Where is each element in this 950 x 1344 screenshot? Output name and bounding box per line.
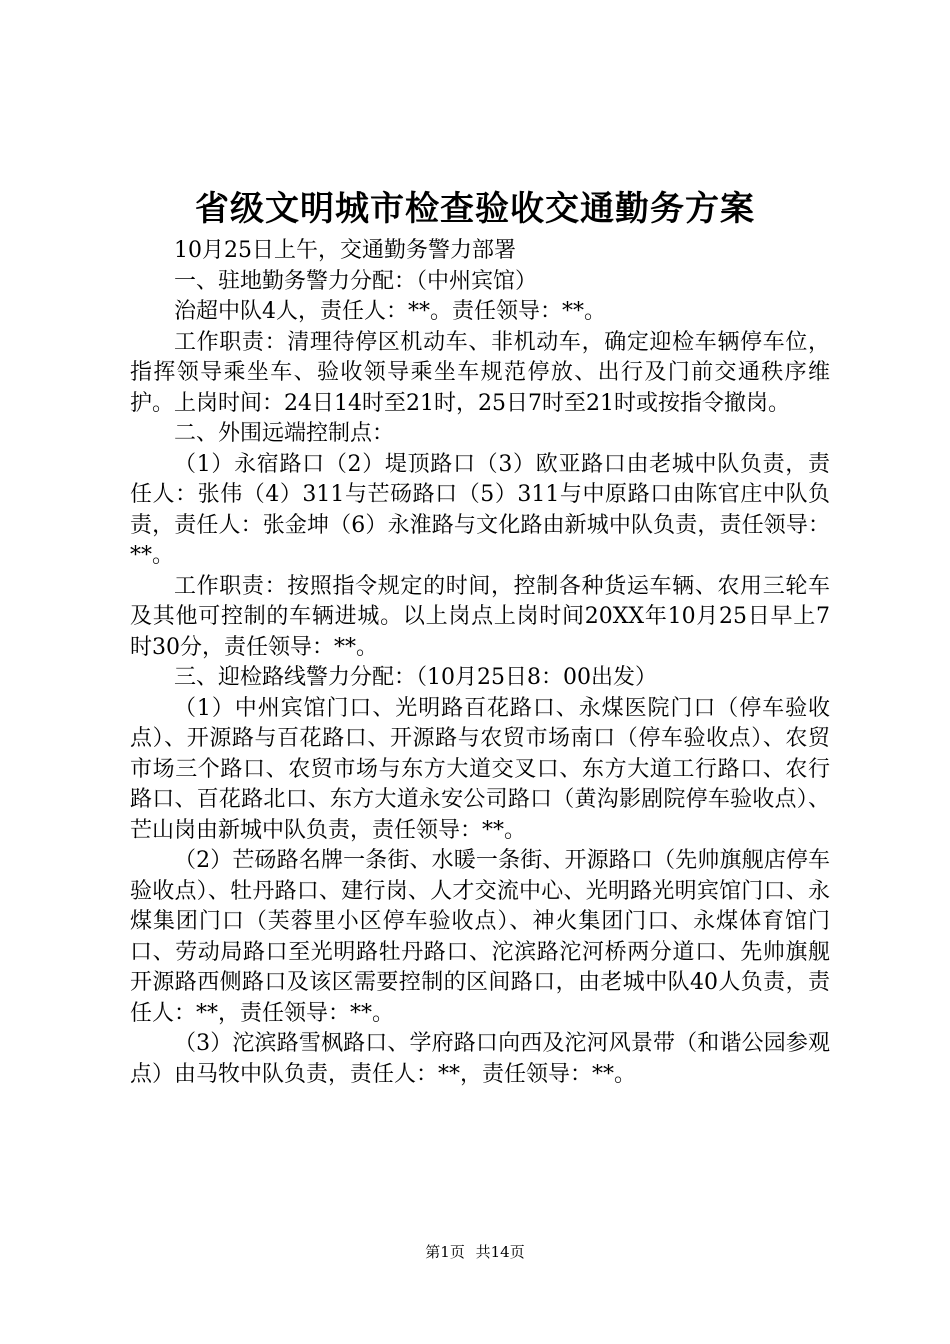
page-number: 第1页 <box>425 1243 465 1261</box>
paragraph-route-1: （1）中州宾馆门口、光明路百花路口、永煤医院门口（停车验收点）、开源路与百花路口、开源路与农贸市场南口（停车验收点）、农贸市场三个路口、农贸市场与东方大道交叉口、东方大道工行路口、农行路口、百花路北口、东方大道永安公司路口（黄沟影剧院停车验收点）、芒山岗由新城中队负责，责任领导：**。 <box>130 695 830 843</box>
paragraph-section-1-duties: 工作职责：清理待停区机动车、非机动车，确定迎检车辆停车位，指挥领导乘坐车、验收领导乘坐车规范停放、出行及门前交通秩序维护。上岗时间：24日14时至21时，25日7时至21时或按指令撤岗。 <box>130 329 830 416</box>
paragraph-section-2-heading: 二、外围远端控制点： <box>174 421 395 446</box>
document-title: 省级文明城市检查验收交通勤务方案 <box>195 189 755 229</box>
paragraph-section-2-points: （1）永宿路口（2）堤顶路口（3）欧亚路口由老城中队负责，责任人：张伟（4）311与芒砀路口（5）311与中原路口由陈官庄中队负责，责任人：张金坤（6）永淮路与文化路由新城中队负责，责任领导：**。 <box>130 451 830 568</box>
page-total: 共14页 <box>475 1243 525 1261</box>
page-footer <box>0 1241 950 1263</box>
paragraph-route-2: （2）芒砀路名牌一条街、水暖一条街、开源路口（先帅旗舰店停车验收点）、牡丹路口、建行岗、人才交流中心、光明路光明宾馆门口、永煤集团门口（芙蓉里小区停车验收点）、神火集团门口、永煤体育馆门口、劳动局路口至光明路牡丹路口、沱滨路沱河桥两分道口、先帅旗舰开源路西侧路口及该区需要控制的区间路口，由老城中队40人负责，责任人：**，责任领导：**。 <box>130 848 830 1026</box>
paragraph-section-2-duties: 工作职责：按照指令规定的时间，控制各种货运车辆、农用三轮车及其他可控制的车辆进城。以上岗点上岗时间20XX年10月25日早上7时30分，责任领导：**。 <box>130 573 830 660</box>
paragraph-route-3: （3）沱滨路雪枫路口、学府路口向西及沱河风景带（和谐公园参观点）由马牧中队负责，责任人：**，责任领导：**。 <box>130 1031 830 1087</box>
paragraph-section-3-heading: 三、迎检路线警力分配：（10月25日8：00出发） <box>174 665 657 690</box>
paragraph-section-1-heading: 一、驻地勤务警力分配：（中州宾馆） <box>174 268 538 294</box>
paragraph-section-1-staff: 治超中队4人，责任人：**。责任领导：**。 <box>174 299 606 324</box>
paragraph-deployment-heading: 10月25日上午，交通勤务警力部署 <box>174 238 516 263</box>
document-body <box>130 236 830 1090</box>
